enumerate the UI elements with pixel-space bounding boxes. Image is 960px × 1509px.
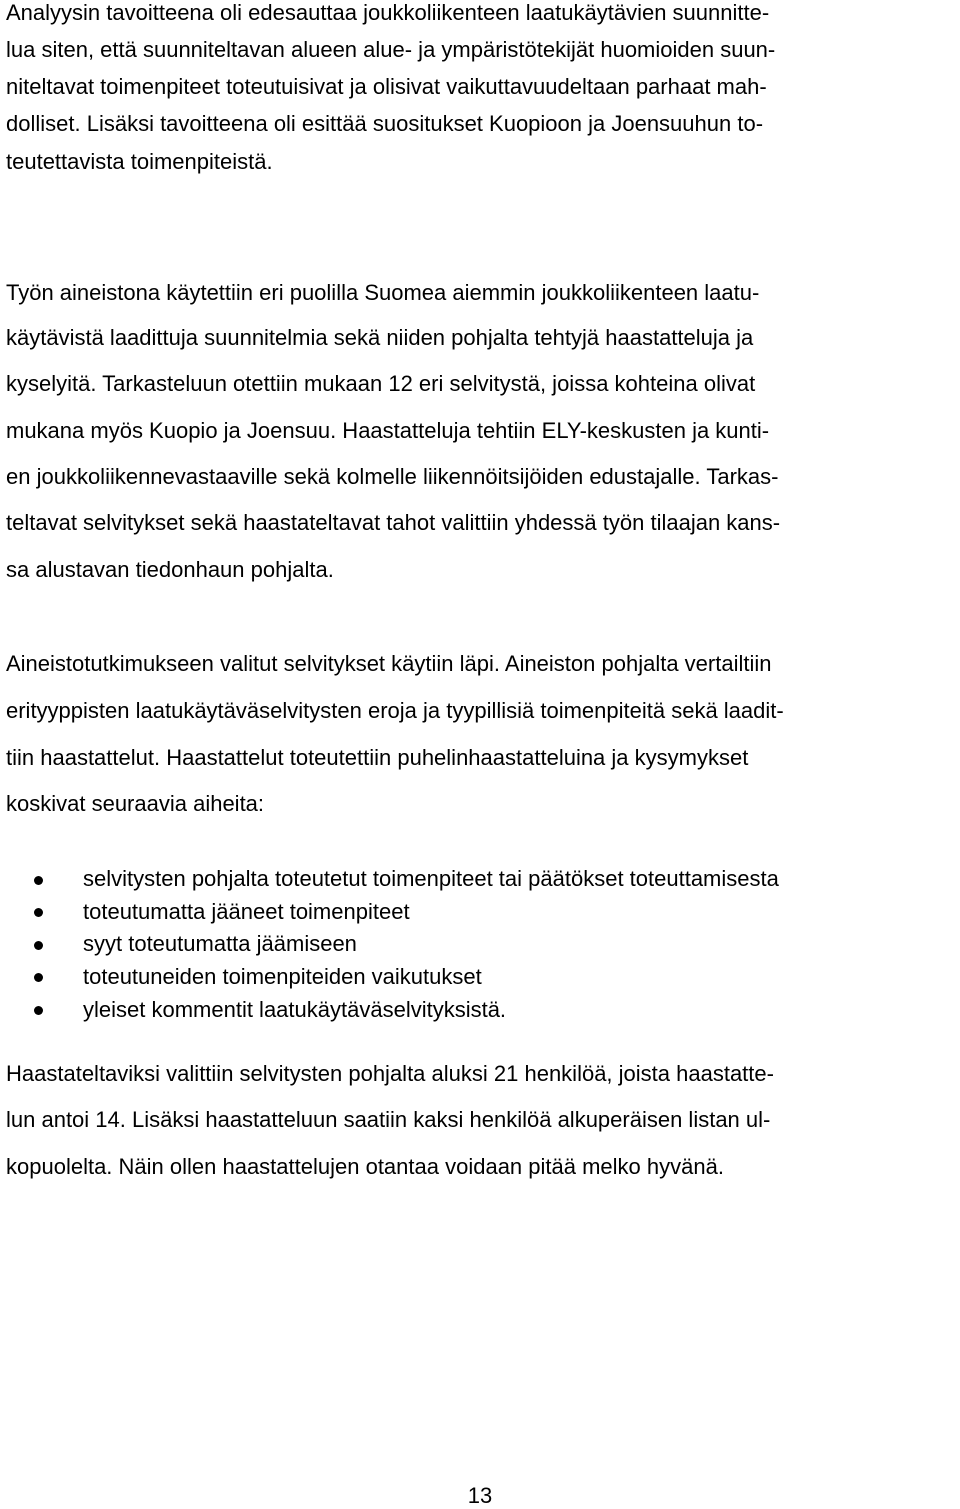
page-number: 13 (467, 1483, 493, 1508)
text-line: Haastateltaviksi valittiin selvitysten pohjalta aluksi 21 henkilöä, joista haastatte- (6, 1061, 774, 1086)
bullet-icon (34, 941, 43, 950)
text-line: dolliset. Lisäksi tavoitteena oli esittää suositukset Kuopioon ja Joensuuhun to- (6, 111, 764, 136)
list-item-text: toteutuneiden toimenpiteiden vaikutukset (83, 964, 482, 989)
list-item-text: selvitysten pohjalta toteutetut toimenpiteet tai päätökset toteuttamisesta (83, 866, 779, 891)
text-line: Työn aineistona käytettiin eri puolilla Suomea aiemmin joukkoliikenteen laatu- (6, 280, 760, 305)
text-line: kopuolelta. Näin ollen haastattelujen otantaa voidaan pitää melko hyvänä. (6, 1154, 724, 1179)
text-line: erityyppisten laatukäytäväselvitysten eroja ja tyypillisiä toimenpiteitä sekä laadit- (6, 698, 784, 723)
bullet-icon (34, 1006, 43, 1015)
text-line: kyselyitä. Tarkasteluun otettiin mukaan 12 eri selvitystä, joissa kohteina olivat (6, 371, 756, 396)
text-line: Aineistotutkimukseen valitut selvitykset käytiin läpi. Aineiston pohjalta vertailtiin (6, 651, 772, 676)
list-item-text: toteutumatta jääneet toimenpiteet (83, 899, 410, 924)
bullet-icon (34, 908, 43, 917)
list-item-text: syyt toteutumatta jäämiseen (83, 931, 357, 956)
text-line: en joukkoliikennevastaaville sekä kolmelle liikennöitsijöiden edustajalle. Tarkas- (6, 464, 779, 489)
text-line: teutettavista toimenpiteistä. (6, 149, 273, 174)
text-line: Analyysin tavoitteena oli edesauttaa joukkoliikenteen laatukäytävien suunnitte- (6, 0, 770, 25)
text-line: sa alustavan tiedonhaun pohjalta. (6, 557, 334, 582)
text-line: lun antoi 14. Lisäksi haastatteluun saatiin kaksi henkilöä alkuperäisen listan ul- (6, 1107, 771, 1132)
text-line: käytävistä laadittuja suunnitelmia sekä niiden pohjalta tehtyjä haastatteluja ja (6, 325, 754, 350)
bullet-icon (34, 876, 43, 885)
list-item-text: yleiset kommentit laatukäytäväselvityksistä. (83, 997, 507, 1022)
text-line: koskivat seuraavia aiheita: (6, 791, 265, 816)
text-line: lua siten, että suunniteltavan alueen alue- ja ympäristötekijät huomioiden suun- (6, 37, 776, 62)
bullet-icon (34, 973, 43, 982)
text-line: mukana myös Kuopio ja Joensuu. Haastatteluja tehtiin ELY-keskusten ja kunti- (6, 418, 770, 443)
text-line: teltavat selvitykset sekä haastateltavat tahot valittiin yhdessä työn tilaajan kans- (6, 510, 781, 535)
text-line: tiin haastattelut. Haastattelut toteutettiin puhelinhaastatteluina ja kysymykset (6, 745, 749, 770)
text-line: niteltavat toimenpiteet toteutuisivat ja olisivat vaikuttavuudeltaan parhaat mah- (6, 74, 767, 99)
